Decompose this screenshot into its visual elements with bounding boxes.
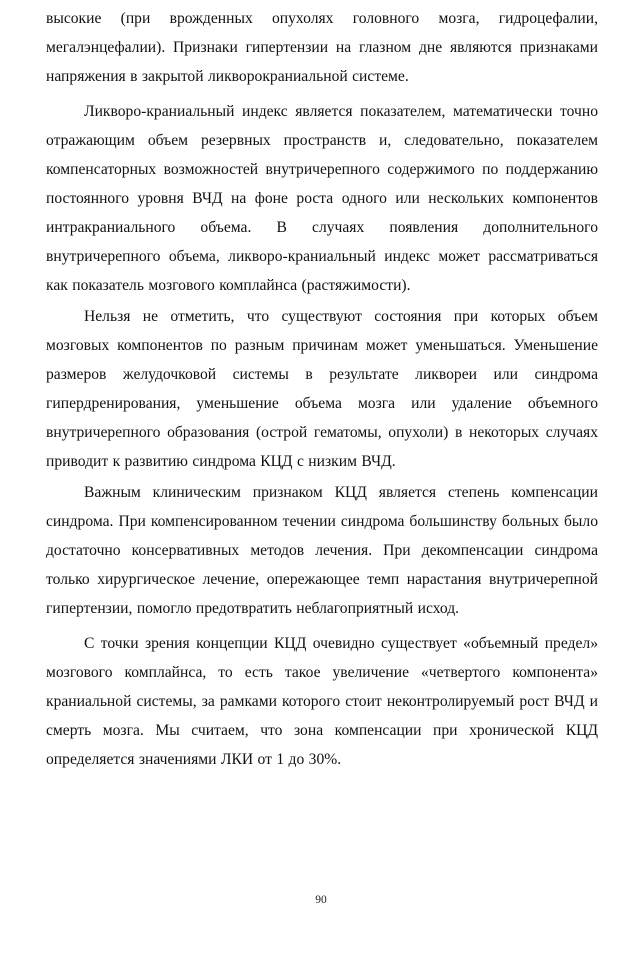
paragraph-volume-limit: С точки зрения концепции КЦД очевидно существует «объемный предел» мозгового комплайнса, то есть такое увеличение «четвертого компонента» краниальной системы, за рамками которого стоит неконтролируемый рост ВЧД и смерть мозга. Мы считаем, что зона компенсации при хронической КЦД определяется значениями ЛКИ от 1 до 30%.	[46, 635, 598, 768]
paragraph-compensation: Важным клиническим признаком КЦД является степень компенсации синдрома. При компенсированном течении синдрома большинству больных было достаточно консервативных методов лечения. При декомпенсации синдрома только хирургическое лечение, опережающее темп нарастания внутричерепной гипертензии, помогло предотвратить неблагоприятный исход.	[46, 484, 598, 617]
paragraph-volume-decrease: Нельзя не отметить, что существуют состояния при которых объем мозговых компонентов по разным причинам может уменьшаться. Уменьшение размеров желудочковой системы в результате ликвореи или синдрома гипердренирования, уменьшение объема мозга или удаление объемного внутричерепного образования (острой гематомы, опухоли) в некоторых случаях приводит к развитию синдрома КЦД с низким ВЧД.	[46, 308, 598, 470]
page-number: 90	[315, 894, 327, 906]
body-text	[46, 4, 598, 774]
paragraph-lci-definition: Ликворо-краниальный индекс является показателем, математически точно отражающим объем резервных пространств и, следовательно, показателем компенсаторных возможностей внутричерепного содержимого по поддержанию постоянного уровня ВЧД на фоне роста одного или нескольких компонентов интракраниального объема. В случаях появления дополнительного внутричерепного объема, ликворо-краниальный индекс может рассматриваться как показатель мозгового комплайнса (растяжимости).	[46, 103, 598, 294]
paragraph-continuation: высокие (при врожденных опухолях головного мозга, гидроцефалии, мегалэнцефалии). Признаки гипертензии на глазном дне являются признаками напряжения в закрытой ликворокраниальной системе.	[46, 10, 598, 85]
